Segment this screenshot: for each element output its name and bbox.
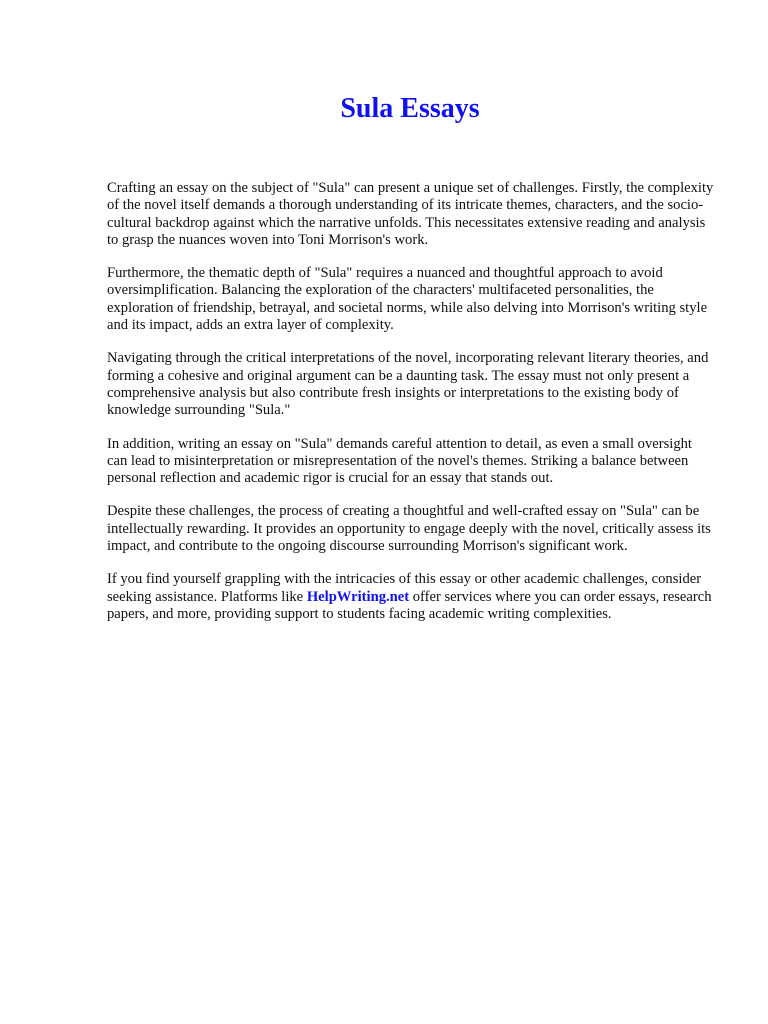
paragraph-2: Furthermore, the thematic depth of "Sula" requires a nuanced and thoughtful approach to avoid oversimplification. Balancing the exploration of the characters' multifaceted personalities, the exploration of friendship, betrayal, and societal norms, while also delving into Morrison's writing style and its impact, adds an extra layer of complexity. [107, 265, 708, 334]
page-title: Sula Essays [340, 93, 480, 124]
paragraph-4: In addition, writing an essay on "Sula" demands careful attention to detail, as even a small oversight can lead to misinterpretation or misrepresentation of the novel's themes. Striking a balance between personal reflection and academic rigor is crucial for an essay that stands out. [107, 435, 692, 487]
paragraph-3: Navigating through the critical interpretations of the novel, incorporating relevant literary theories, and forming a cohesive and original argument can be a daunting task. The essay must not only present a comprehensive analysis but also contribute fresh insights or interpretations to the existing body of knowledge surrounding "Sula." [107, 350, 709, 419]
paragraph-1: Crafting an essay on the subject of "Sula" can present a unique set of challenges. Firstly, the complexity of the novel itself demands a thorough understanding of its intricate themes, characters, and the socio-cultural backdrop against which the narrative unfolds. This necessitates extensive reading and analysis to grasp the nuances woven into Toni Morrison's work. [107, 180, 714, 248]
paragraph-6 [107, 571, 715, 623]
essay-body [107, 180, 715, 639]
paragraph-6-outro: offer services where you can order essays, research papers, and more, providing support to students facing academic writing complexities. [107, 588, 712, 622]
paragraph-5: Despite these challenges, the process of creating a thoughtful and well-crafted essay on "Sula" can be intellectually rewarding. It provides an opportunity to engage deeply with the novel, critically assess its impact, and contribute to the ongoing discourse surrounding Morrison's significant work. [107, 503, 711, 555]
helpwriting-link[interactable]: HelpWriting.net [306, 588, 410, 605]
paragraph-6-intro: If you find yourself grappling with the intricacies of this essay or other academic challenges, consider seeking assistance. Platforms like [107, 571, 702, 605]
